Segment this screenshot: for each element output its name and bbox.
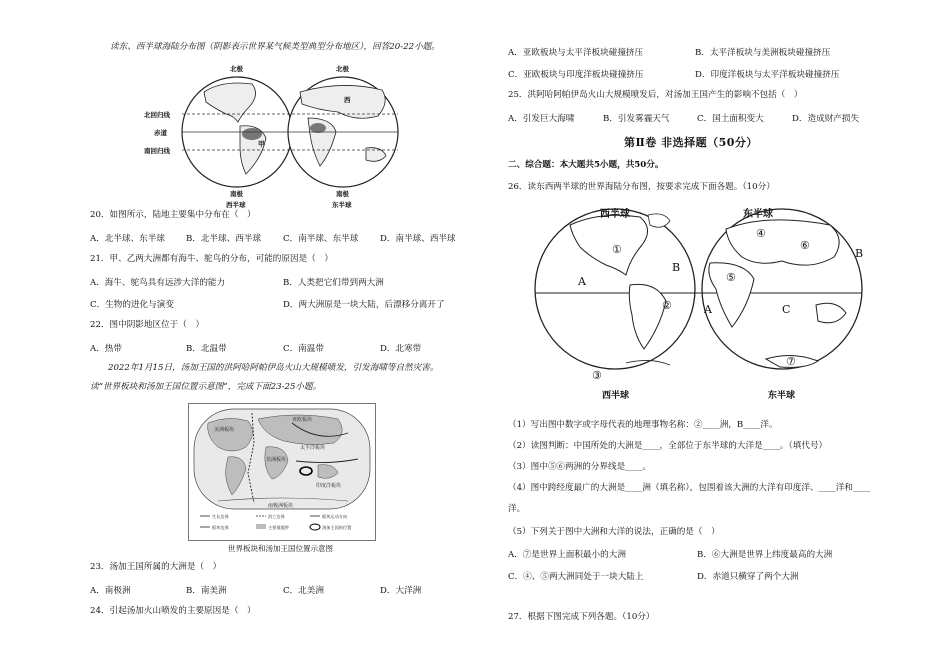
west-hemisphere-caption: 西半球: [602, 391, 630, 401]
hemisphere-figure: [142, 62, 442, 212]
equator-label: 赤道: [154, 129, 167, 137]
west-hemisphere-title: 西半球: [600, 209, 630, 220]
q26-part-1: （1）写出图中数字或字母代表的地理事物名称：②____洲，B____洋。: [508, 420, 778, 430]
q26-5-option-b: B．⑥大洲是世界上纬度最高的大洲: [697, 550, 833, 560]
q21-option-b: B．人类把它们带到两大洲: [283, 278, 384, 288]
plates-map-caption: 世界板块和汤加王国位置示意图: [228, 544, 333, 553]
q24-option-a: A．亚欧板块与太平洋板块碰撞挤压: [508, 48, 644, 58]
q21-option-c: C．生物的进化与演变: [90, 300, 174, 310]
plate-label: 太平洋板块: [300, 445, 326, 451]
q26-5-option-a: A．⑦是世界上面积最小的大洲: [508, 550, 626, 560]
legend-item: 主要地震带: [268, 525, 289, 530]
mark-6: ⑥: [800, 239, 810, 252]
mark-5: ⑤: [726, 271, 736, 284]
letter-a-east: A: [704, 303, 712, 316]
q20-option-d: D．南半球、西半球: [380, 234, 456, 244]
intro2-line1: 2022年1月15日，汤加王国的洪阿哈阿帕伊岛火山大规模喷发，引发海啸等自然灾害。: [108, 363, 439, 373]
q25-option-c: C．国土面积变大: [697, 114, 764, 124]
q23-option-a: A．南极洲: [90, 586, 131, 596]
q23-option-c: C．北美洲: [283, 586, 324, 596]
q24-option-c: C．亚欧板块与印度洋板块碰撞挤压: [508, 70, 644, 80]
plate-label: 亚欧板块: [292, 417, 313, 423]
tropic-s-label: 南回归线: [144, 147, 170, 155]
q26-5-option-c: C．④、⑤两大洲同处于一块大陆上: [508, 572, 644, 582]
q24-option-d: D．印度洋板块与太平洋板块碰撞挤压: [695, 70, 840, 80]
q22-option-a: A．热带: [90, 344, 122, 354]
legend-item: 板块边界: [212, 525, 229, 530]
q25-option-a: A．引发巨大海啸: [508, 114, 575, 124]
q26-5-option-d: D．赤道只横穿了两个大洲: [697, 572, 799, 582]
q27-stem: 27．根据下图完成下列各题。（10分）: [508, 612, 655, 622]
letter-b-west: B: [672, 261, 681, 274]
q23-stem: 23．汤加王国所属的大洲是（ ）: [90, 562, 222, 572]
q25-option-b: B．引发雾霾天气: [603, 114, 670, 124]
west-hemisphere-label: 西半球: [226, 201, 246, 209]
north-pole-label-w: 北极: [230, 65, 243, 73]
legend-item: 板块运动方向: [322, 514, 348, 519]
q26-part-3: （3）图中⑤⑥两洲的分界线是____。: [508, 462, 651, 472]
q26-part-5: （5）下列关于图中大洲和大洋的说法，正确的是（ ）: [508, 527, 720, 537]
letter-b-east: B: [855, 247, 864, 260]
q20-option-b: B．北半球、西半球: [186, 234, 262, 244]
plate-label: 印度洋板块: [316, 483, 342, 489]
intro-text: 读东、西半球海陆分布图（阴影表示世界某气候类型典型分布地区），回答20-22小题。: [110, 42, 440, 52]
south-pole-label-w: 南极: [230, 190, 243, 198]
q26-part-4b: 洋。: [508, 504, 526, 514]
q21-stem: 21．甲、乙两大洲都有海牛、鸵鸟的分布，可能的原因是（ ）: [90, 254, 333, 264]
plate-label: 非洲板块: [266, 457, 287, 463]
q26-part-2: （2）读图判断：中国所处的大洲是____，全部位于东半球的大洋是____。（填代号）: [508, 441, 828, 451]
mark-3: ③: [592, 369, 602, 382]
jia-label: 甲: [258, 140, 265, 148]
xi-label: 西: [344, 96, 351, 104]
q25-stem: 25．洪阿哈阿帕伊岛火山大规模喷发后，对汤加王国产生的影响不包括（ ）: [508, 90, 803, 100]
east-hemisphere-caption: 东半球: [768, 391, 796, 401]
q23-option-b: B．南美洲: [186, 586, 227, 596]
letter-a-west: A: [578, 275, 586, 288]
q25-option-d: D．造成财产损失: [792, 114, 860, 124]
q22-option-d: D．北寒带: [380, 344, 422, 354]
section-title: 第Ⅱ卷 非选择题（50分）: [624, 136, 758, 149]
section-subtitle: 二、综合题：本大题共5小题，共50分。: [508, 160, 664, 170]
q26-stem: 26．读东西两半球的世界海陆分布图，按要求完成下面各题。（10分）: [508, 182, 775, 192]
east-hemisphere-label: 东半球: [332, 201, 352, 209]
q20-option-c: C．南半球、东半球: [283, 234, 359, 244]
tropic-n-label: 北回归线: [144, 111, 170, 119]
legend-item: 生长边界: [212, 514, 229, 519]
q23-option-d: D．大洋洲: [380, 586, 422, 596]
east-hemisphere-title: 东半球: [743, 209, 773, 220]
q26-part-4a: （4）图中跨经度最广的大洲是____洲（填名称），包围着该大洲的大洋有印度洋、____洋和____: [508, 483, 871, 493]
q20-stem: 20．如图所示，陆地主要集中分布在（ ）: [90, 210, 256, 220]
plate-label: 南极洲板块: [268, 503, 294, 509]
q22-option-b: B．北温带: [186, 344, 227, 354]
plates-map-figure: [188, 403, 376, 541]
mark-4: ④: [756, 227, 766, 240]
legend-item: 消亡边界: [268, 514, 285, 519]
mark-7: ⑦: [786, 355, 796, 368]
mark-2: ②: [662, 299, 672, 312]
q20-option-a: A．北半球、东半球: [90, 234, 165, 244]
world-hemispheres-figure: [530, 203, 870, 403]
q21-option-a: A．海牛、鸵鸟具有远涉大洋的能力: [90, 278, 226, 288]
north-pole-label-e: 北极: [336, 65, 349, 73]
q24-option-b: B．太平洋板块与美洲板块碰撞挤压: [695, 48, 831, 58]
q22-stem: 22．图中阴影地区位于（ ）: [90, 320, 205, 330]
q21-option-d: D．两大洲原是一块大陆，后漂移分离开了: [283, 300, 445, 310]
intro2-line2: 读“世界板块和汤加王国位置示意图”，完成下面23-25小题。: [90, 382, 322, 392]
q24-stem: 24．引起汤加火山喷发的主要原因是（ ）: [90, 606, 256, 616]
q22-option-c: C．南温带: [283, 344, 324, 354]
south-pole-label-e: 南极: [336, 190, 349, 198]
mark-1: ①: [612, 243, 622, 256]
letter-c-east: C: [782, 303, 791, 316]
plate-label: 美洲板块: [214, 427, 235, 433]
legend-item: 汤加王国的位置: [322, 525, 352, 530]
